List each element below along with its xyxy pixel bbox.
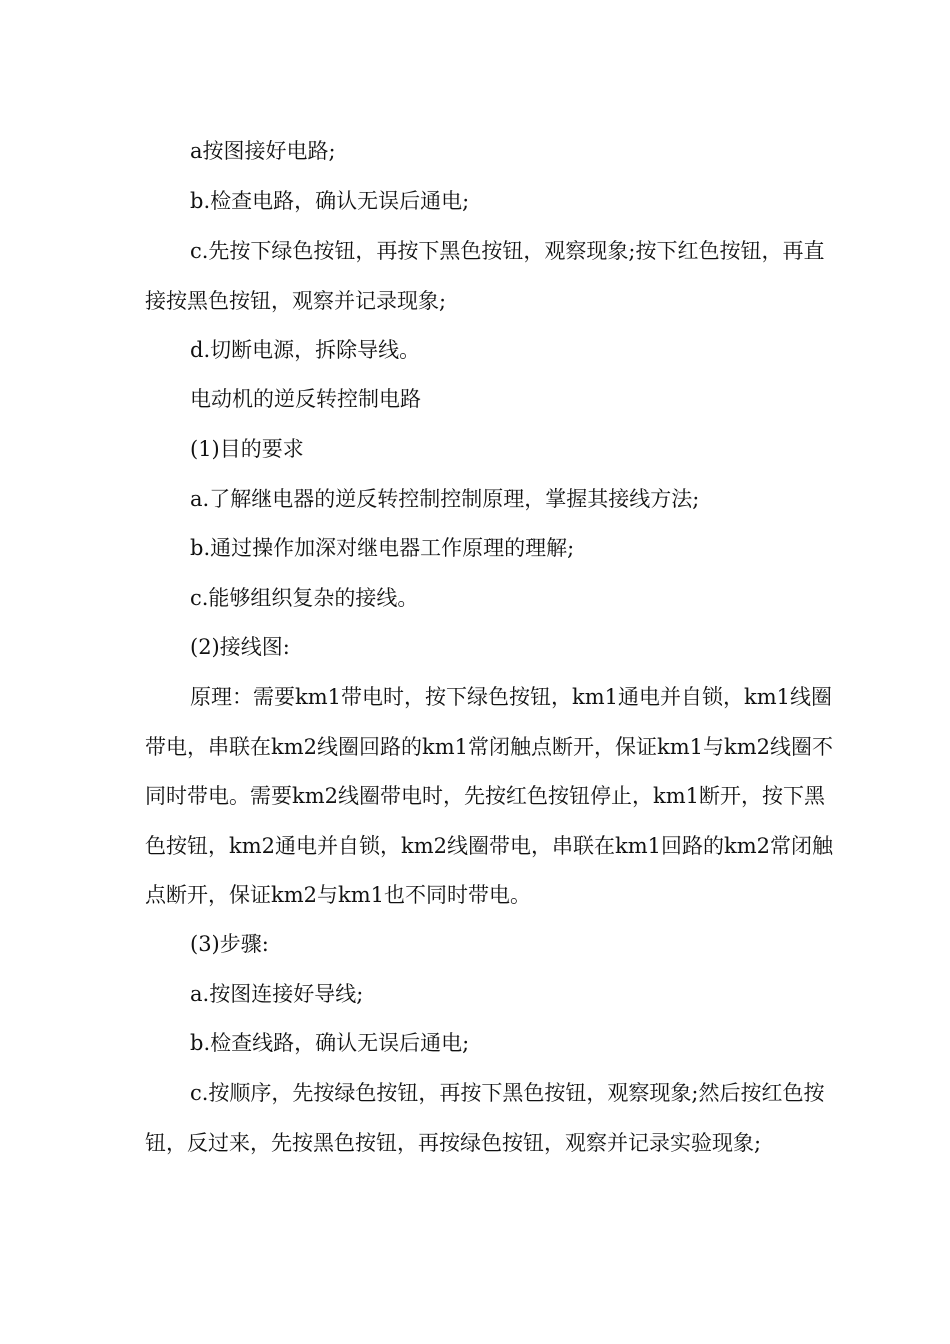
step-c-sequence: c.按顺序，先按绿色按钮，再按下黑色按钮，观察现象;然后按红色按钮，反过来，先按黑色按钮，再按绿色按钮，观察并记录实验现象; xyxy=(145,1081,825,1155)
objective-b: b.通过操作加深对继电器工作原理的理解; xyxy=(190,536,575,560)
subheading-objectives: (1)目的要求 xyxy=(190,437,304,461)
section-title-motor-reverse-control: 电动机的逆反转控制电路 xyxy=(190,387,421,411)
step-b-check-circuit: b.检查电路，确认无误后通电; xyxy=(190,189,470,213)
objective-c: c.能够组织复杂的接线。 xyxy=(190,586,419,610)
step-c-press-buttons: c.先按下绿色按钮，再按下黑色按钮，观察现象;按下红色按钮，再直接按黑色按钮，观察并记录现象; xyxy=(145,239,825,313)
step-d-cut-power: d.切断电源，拆除导线。 xyxy=(190,338,421,362)
step-a-connect-circuit: a按图接好电路; xyxy=(190,139,336,163)
subheading-steps: (3)步骤: xyxy=(190,932,269,956)
step-b-check-wiring: b.检查线路，确认无误后通电; xyxy=(190,1031,470,1055)
objective-a: a.了解继电器的逆反转控制控制原理，掌握其接线方法; xyxy=(190,487,700,511)
step-a-connect-wires: a.按图连接好导线; xyxy=(190,982,364,1006)
subheading-wiring-diagram: (2)接线图: xyxy=(190,635,290,659)
principle-paragraph: 原理：需要km1带电时，按下绿色按钮，km1通电并自锁，km1线圈带电，串联在km2线圈回路的km1常闭触点断开，保证km1与km2线圈不同时带电。需要km2线圈带电时，先按红色按钮停止，km1断开，按下黑色按钮，km2通电并自锁，km2线圈带电，串联在km1回路的km2常闭触点断开，保证km2与km1也不同时带电。 xyxy=(145,685,833,907)
